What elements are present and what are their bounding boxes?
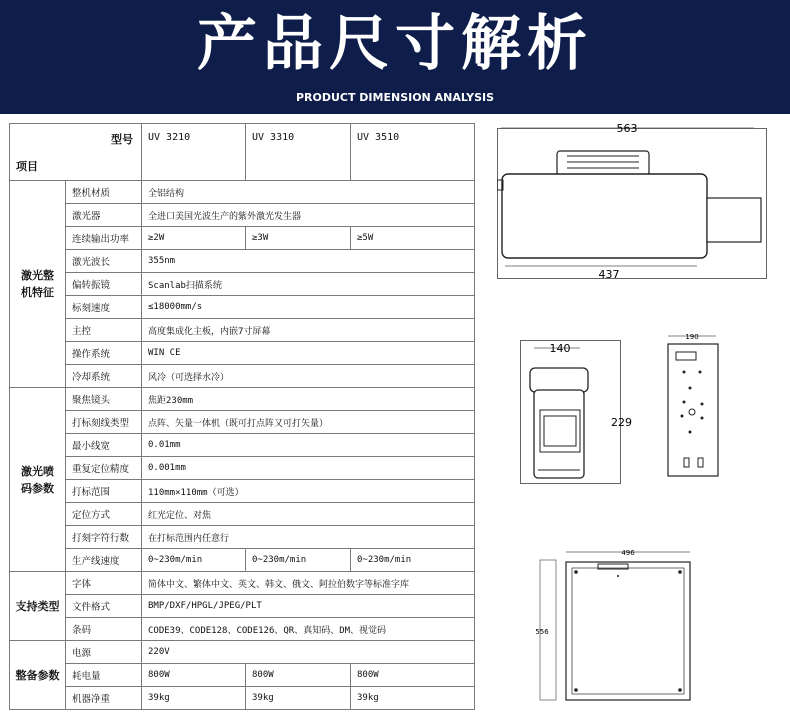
page-subtitle: PRODUCT DIMENSION ANALYSIS	[295, 91, 495, 104]
dim-top-length: 437	[598, 268, 620, 281]
row-label: 冷却系统	[66, 365, 142, 388]
row-label: 重复定位精度	[66, 457, 142, 480]
dim-base-depth: 556	[535, 628, 549, 636]
group-name-line: 激光喷	[21, 464, 54, 478]
row-label: 聚焦镜头	[66, 388, 142, 411]
group-name-cell	[10, 641, 66, 710]
row-label: 打刻字符行数	[66, 526, 142, 549]
table-row	[10, 181, 475, 204]
row-value: CODE39、CODE128、CODE126、QR、真知码、DM、视觉码	[142, 618, 475, 641]
row-value: 点阵、矢量一体机（既可打点阵又可打矢量）	[142, 411, 475, 434]
group-name-line: 整备参数	[15, 668, 60, 682]
row-value: WIN CE	[142, 342, 475, 365]
row-label: 打标刻线类型	[66, 411, 142, 434]
row-value: 0.01mm	[142, 434, 475, 457]
table-row	[10, 641, 475, 664]
table-row	[10, 388, 475, 411]
row-value: 39kg	[351, 687, 475, 710]
row-value: ≤18000mm/s	[142, 296, 475, 319]
table-row	[10, 296, 475, 319]
spec-table	[9, 123, 475, 710]
row-value: ≥5W	[351, 227, 475, 250]
row-value: 800W	[142, 664, 246, 687]
model-header-0: UV 3210	[142, 124, 246, 181]
row-label: 操作系统	[66, 342, 142, 365]
row-value: 0~230m/min	[246, 549, 351, 572]
corner-model-label: 型号	[111, 133, 133, 146]
row-label: 打标范围	[66, 480, 142, 503]
table-row	[10, 365, 475, 388]
row-label: 激光波长	[66, 250, 142, 273]
dim-front-width: 140	[549, 342, 571, 355]
row-label: 字体	[66, 572, 142, 595]
row-label: 文件格式	[66, 595, 142, 618]
group-name-line: 码参数	[21, 481, 54, 495]
row-value: 全进口美国光波生产的紫外激光发生器	[142, 204, 475, 227]
row-label: 条码	[66, 618, 142, 641]
table-row	[10, 204, 475, 227]
table-row	[10, 434, 475, 457]
row-label: 主控	[66, 319, 142, 342]
row-value: 红光定位、对焦	[142, 503, 475, 526]
table-row	[10, 618, 475, 641]
table-row	[10, 273, 475, 296]
row-value: 800W	[351, 664, 475, 687]
table-header-row	[10, 124, 475, 181]
table-row	[10, 457, 475, 480]
row-label: 耗电量	[66, 664, 142, 687]
group-name-cell	[10, 181, 66, 388]
row-label: 电源	[66, 641, 142, 664]
table-row	[10, 480, 475, 503]
model-header-2: UV 3510	[351, 124, 475, 181]
row-label: 整机材质	[66, 181, 142, 204]
group-name-line: 激光整	[21, 269, 54, 282]
row-label: 最小线宽	[66, 434, 142, 457]
table-row	[10, 549, 475, 572]
header-corner-cell	[10, 124, 142, 181]
row-value: ≥3W	[246, 227, 351, 250]
row-label: 偏转振镜	[66, 273, 142, 296]
row-label: 标刻速度	[66, 296, 142, 319]
table-row	[10, 572, 475, 595]
table-row	[10, 503, 475, 526]
table-row	[10, 319, 475, 342]
table-row	[10, 664, 475, 687]
table-row	[10, 526, 475, 549]
group-name-cell	[10, 572, 66, 641]
row-value: 全铝结构	[142, 181, 475, 204]
front-view-drawing	[520, 340, 635, 490]
row-value: 简体中文、繁体中文、英文、韩文、俄文、阿拉伯数字等标准字库	[142, 572, 475, 595]
table-row	[10, 342, 475, 365]
row-label: 生产线速度	[66, 549, 142, 572]
row-value: 0~230m/min	[351, 549, 475, 572]
row-value: 39kg	[142, 687, 246, 710]
corner-item-label: 项目	[16, 160, 38, 173]
page-title: 产品尺寸解析	[197, 9, 593, 79]
row-value: ≥2W	[142, 227, 246, 250]
group-name-line: 机特征	[21, 286, 54, 299]
group-name-cell	[10, 388, 66, 572]
dim-top-width: 563	[616, 122, 638, 135]
row-label: 定位方式	[66, 503, 142, 526]
row-value: 在打标范围内任意行	[142, 526, 475, 549]
row-value: 355nm	[142, 250, 475, 273]
model-header-1: UV 3310	[246, 124, 351, 181]
side-view-drawing	[660, 332, 722, 482]
group-name-line: 支持类型	[15, 599, 60, 613]
row-value: 焦距230mm	[142, 388, 475, 411]
table-row	[10, 227, 475, 250]
table-row	[10, 687, 475, 710]
row-value: 0.001mm	[142, 457, 475, 480]
row-value: 39kg	[246, 687, 351, 710]
row-label: 机器净重	[66, 687, 142, 710]
table-row	[10, 250, 475, 273]
header-banner	[0, 0, 790, 114]
dim-front-height: 229	[611, 416, 632, 429]
table-row	[10, 411, 475, 434]
row-value: 110mm×110mm（可选）	[142, 480, 475, 503]
row-value: 高度集成化主板，内嵌7寸屏幕	[142, 319, 475, 342]
top-view-drawing	[497, 120, 789, 286]
row-label: 连续输出功率	[66, 227, 142, 250]
table-row	[10, 595, 475, 618]
row-value: 风冷（可选择水冷）	[142, 365, 475, 388]
row-value: 0~230m/min	[142, 549, 246, 572]
row-value: 800W	[246, 664, 351, 687]
row-value: BMP/DXF/HPGL/JPEG/PLT	[142, 595, 475, 618]
row-value: Scanlab扫描系统	[142, 273, 475, 296]
dim-side-width: 190	[685, 333, 699, 341]
base-view-drawing	[528, 546, 700, 706]
row-label: 激光器	[66, 204, 142, 227]
dim-base-width: 496	[621, 549, 635, 557]
row-value: 220V	[142, 641, 475, 664]
